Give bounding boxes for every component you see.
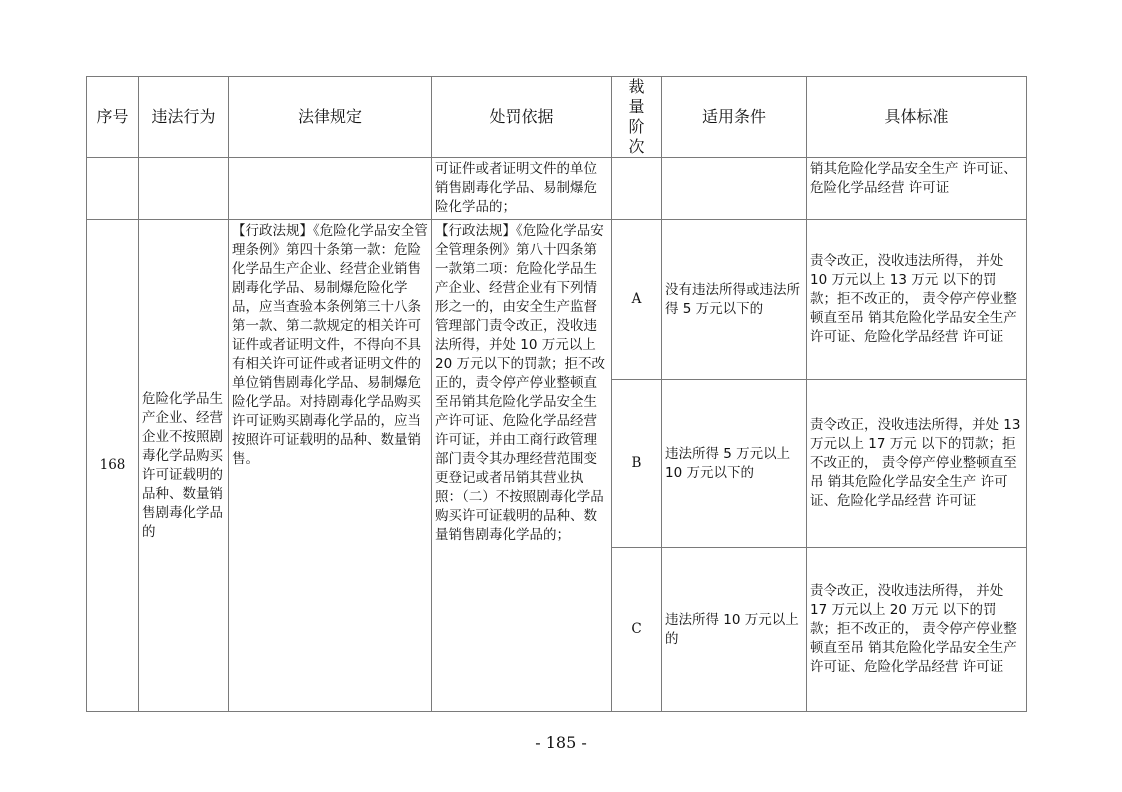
header-condition: 适用条件 (662, 77, 807, 158)
entry-behavior-cell: 危险化学品生产企业、经营企业不按照剧毒化学品购买许可证载明的品种、数量销售剧毒化学品的 (139, 220, 229, 712)
header-behavior: 违法行为 (139, 77, 229, 158)
header-no: 序号 (87, 77, 139, 158)
entry-no-cell: 168 (87, 220, 139, 712)
condition-b-cell: 违法所得 5 万元以上 10 万元以下的 (662, 380, 807, 548)
continuation-behavior-cell (139, 158, 229, 220)
entry-basis-cell: 【行政法规】《危险化学品安全管理条例》第八十四条第一款第二项：危险化学品生产企业、经营企业有下列情形之一的，由安全生产监督管理部门责令改正，没收违法所得，并处 10 万元以上 20 万元以下的罚款；拒不改正的，责令停产停业整顿直至吊销其危险化学品安全生产许可证、危险化学品经营许可证，并由工商行政管理部门责令其办理经营范围变更登记或者吊销其营业执照：（二）不按照剧毒化学品购买许可证载明的品种、数量销售剧毒化学品的； (432, 220, 612, 712)
table-row (87, 220, 1027, 380)
header-basis: 处罚依据 (432, 77, 612, 158)
standard-b-cell: 责令改正，没收违法所得，并处 13 万元以上 17 万元 以下的罚款；拒不改正的， 责令停产停业整顿直至吊 销其危险化学品安全生产 许可证、危险化学品经营 许可证 (807, 380, 1027, 548)
condition-a-cell: 没有违法所得或违法所得 5 万元以下的 (662, 220, 807, 380)
continuation-basis-cell: 可证件或者证明文件的单位销售剧毒化学品、易制爆危险化学品的； (432, 158, 612, 220)
continuation-law-cell (229, 158, 432, 220)
header-law: 法律规定 (229, 77, 432, 158)
continuation-row (87, 158, 1027, 220)
continuation-level-cell (612, 158, 662, 220)
penalty-standard-table (86, 76, 1027, 712)
level-b-cell: B (612, 380, 662, 548)
standard-c-cell: 责令改正，没收违法所得， 并处 17 万元以上 20 万元 以下的罚款；拒不改正的， 责令停产停业整顿直至吊 销其危险化学品安全生产 许可证、危险化学品经营 许可证 (807, 548, 1027, 712)
level-c-cell: C (612, 548, 662, 712)
entry-law-cell: 【行政法规】《危险化学品安全管理条例》第四十条第一款：危险化学品生产企业、经营企业销售剧毒化学品、易制爆危险化学品，应当查验本条例第三十八条第一款、第二款规定的相关许可证件或者证明文件，不得向不具有相关许可证件或者证明文件的单位销售剧毒化学品、易制爆危险化学品。对持剧毒化学品购买许可证购买剧毒化学品的，应当按照许可证载明的品种、数量销售。 (229, 220, 432, 712)
header-level: 裁量阶次 (612, 77, 662, 158)
level-a-cell: A (612, 220, 662, 380)
condition-c-cell: 违法所得 10 万元以上的 (662, 548, 807, 712)
header-standard: 具体标准 (807, 77, 1027, 158)
continuation-condition-cell (662, 158, 807, 220)
continuation-standard-cell: 销其危险化学品安全生产 许可证、危险化学品经营 许可证 (807, 158, 1027, 220)
table-header-row (87, 77, 1027, 158)
page-number: - 185 - (535, 733, 587, 752)
continuation-no-cell (87, 158, 139, 220)
standard-a-cell: 责令改正，没收违法所得， 并处 10 万元以上 13 万元 以下的罚款；拒不改正的， 责令停产停业整顿直至吊 销其危险化学品安全生产 许可证、危险化学品经营 许可证 (807, 220, 1027, 380)
